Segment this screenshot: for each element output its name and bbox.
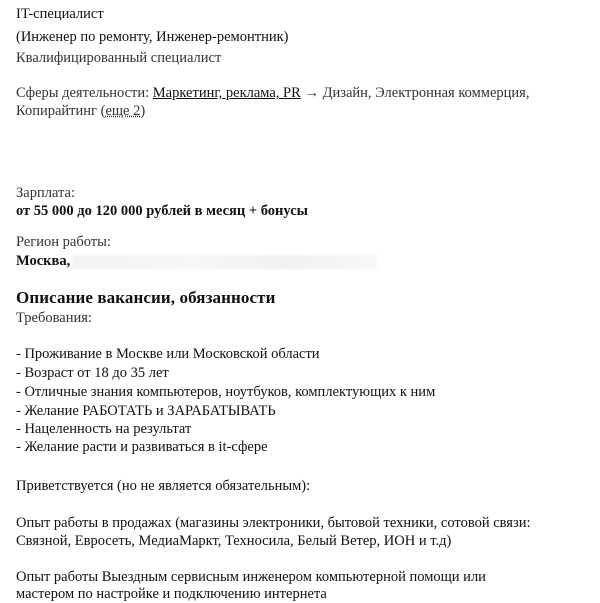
job-alt-titles: (Инженер по ремонту, Инженер-ремонтник): [16, 29, 289, 45]
redacted-address: [72, 255, 377, 269]
spheres-line-1: [16, 84, 529, 102]
job-title: IT-специалист: [16, 6, 104, 22]
welcome-label: Приветствуется (но не является обязательным):: [16, 478, 311, 494]
requirement-item: - Желание РАБОТАТЬ и ЗАРАБАТЫВАТЬ: [16, 403, 276, 419]
experience-service-line-2: мастером по настройке и подключению интернета: [16, 586, 327, 602]
more-close-paren: ): [140, 103, 146, 119]
spheres-label: Сферы деятельности:: [16, 85, 150, 101]
spheres-rest: Дизайн, Электронная коммерция,: [322, 85, 530, 101]
sphere-link-marketing[interactable]: Маркетинг, реклама, PR: [152, 85, 301, 101]
spheres-copywriting: Копирайтинг: [16, 103, 97, 119]
experience-sales-line-1: Опыт работы в продажах (магазины электроники, бытовой техники, сотовой связи:: [16, 515, 531, 531]
experience-sales-line-2: Связной, Евросеть, МедиаМаркт, Техносила, Белый Ветер, ИОН и т.д): [16, 533, 452, 549]
arrow-icon: →: [304, 85, 319, 101]
salary-label: Зарплата:: [16, 185, 75, 201]
spheres-line-2: [16, 102, 145, 120]
region-value: Москва,: [16, 253, 71, 269]
description-heading: Описание вакансии, обязанности: [16, 288, 276, 307]
more-spheres-link[interactable]: еще 2: [105, 103, 141, 119]
region-label: Регион работы:: [16, 234, 111, 250]
requirement-item: - Отличные знания компьютеров, ноутбуков, комплектующих к ним: [16, 384, 436, 400]
requirement-item: - Возраст от 18 до 35 лет: [16, 365, 169, 381]
more-open-paren: (: [100, 103, 106, 119]
requirement-item: - Желание расти и развиваться в it-сфере: [16, 439, 268, 455]
region-line: [16, 252, 377, 270]
job-level: Квалифицированный специалист: [16, 50, 222, 66]
requirement-item: - Нацеленность на результат: [16, 421, 192, 437]
salary-value: от 55 000 до 120 000 рублей в месяц + бонусы: [16, 203, 308, 219]
requirement-item: - Проживание в Москве или Московской области: [16, 346, 320, 362]
requirements-label: Требования:: [16, 310, 92, 326]
experience-service-line-1: Опыт работы Выездным сервисным инженером компьютерной помощи или: [16, 569, 486, 585]
